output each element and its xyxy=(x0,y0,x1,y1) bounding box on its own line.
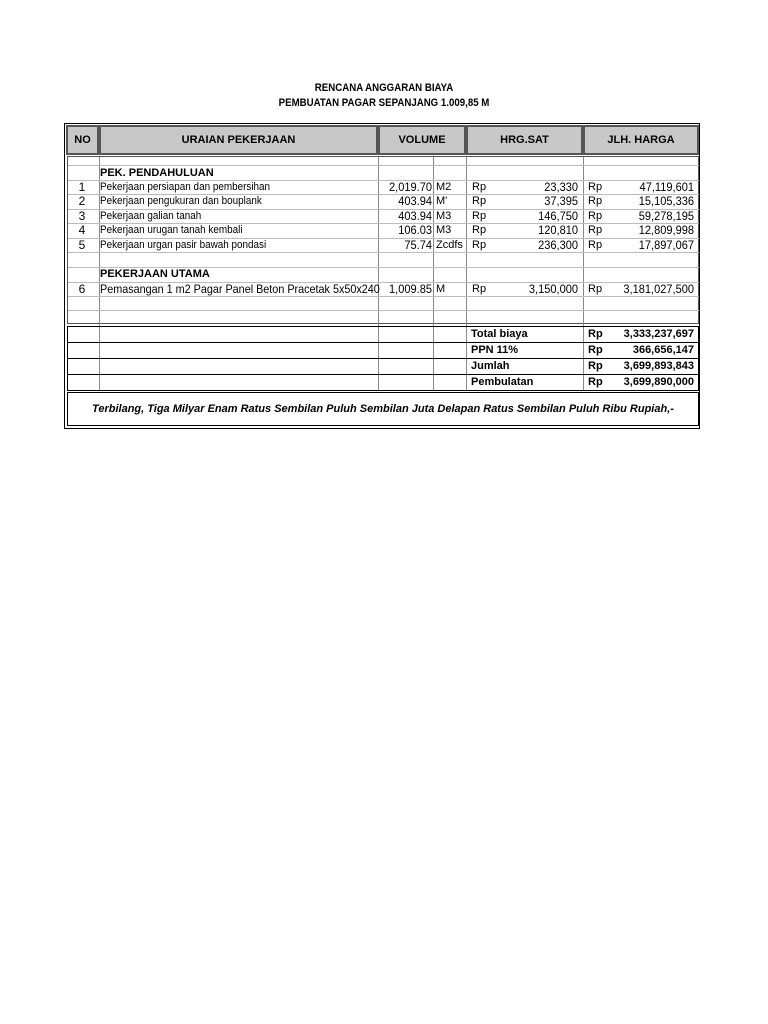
item-unit: M xyxy=(436,283,446,295)
item-desc: Pekerjaan persiapan dan pembersihan xyxy=(100,181,271,193)
summary-row xyxy=(65,359,701,373)
item-unit: M3 xyxy=(436,224,452,236)
summary-currency: Rp xyxy=(588,328,603,340)
item-volume: 403.94 xyxy=(398,194,432,208)
item-desc: Pekerjaan pengukuran dan bouplank xyxy=(100,195,262,207)
item-hrg-sat: 236,300 xyxy=(538,238,578,252)
section-row xyxy=(65,267,701,281)
summary-row xyxy=(65,375,701,389)
item-jlh-harga: 3,181,027,500 xyxy=(623,282,694,296)
gridline xyxy=(68,296,699,297)
header-jlh-harga: JLH. HARGA xyxy=(583,125,699,155)
summary-value: 366,656,147 xyxy=(632,344,694,356)
item-desc: Pekerjaan urgan pasir bawah pondasi xyxy=(100,239,267,251)
item-no: 4 xyxy=(78,223,86,237)
item-unit: M3 xyxy=(436,210,452,222)
summary-currency: Rp xyxy=(588,376,603,388)
summary-label: Pembulatan xyxy=(471,376,534,388)
item-unit: Zcdfs xyxy=(436,239,463,251)
table-row xyxy=(65,194,701,208)
summary-value: 3,699,893,843 xyxy=(623,360,694,372)
summary-border xyxy=(67,390,699,391)
summary-label: Total biaya xyxy=(471,328,528,340)
gridline xyxy=(68,310,699,311)
document-subtitle: PEMBUATAN PAGAR SEPANJANG 1.009,85 M xyxy=(278,97,490,109)
section-row xyxy=(65,166,701,180)
item-no: 2 xyxy=(78,194,86,208)
item-currency: Rp xyxy=(588,224,603,236)
item-unit: M' xyxy=(436,195,448,207)
item-jlh-harga: 47,119,601 xyxy=(639,180,694,194)
table-row xyxy=(65,238,701,252)
item-currency: Rp xyxy=(588,210,603,222)
summary-currency: Rp xyxy=(588,360,603,372)
item-volume: 75.74 xyxy=(404,238,432,252)
summary-row xyxy=(65,327,701,341)
item-currency: Rp xyxy=(472,239,487,251)
item-jlh-harga: 15,105,336 xyxy=(638,194,694,208)
summary-row xyxy=(65,343,701,357)
item-desc: Pekerjaan galian tanah xyxy=(100,210,202,222)
document-title: RENCANA ANGGARAN BIAYA xyxy=(314,82,454,94)
item-hrg-sat: 3,150,000 xyxy=(528,282,578,296)
section-title: PEKERJAAN UTAMA xyxy=(100,268,210,280)
item-currency: Rp xyxy=(472,181,487,193)
item-currency: Rp xyxy=(588,181,603,193)
item-no: 5 xyxy=(78,238,86,252)
item-no: 1 xyxy=(78,180,86,194)
item-desc: Pekerjaan urugan tanah kembali xyxy=(100,224,243,236)
item-currency: Rp xyxy=(588,283,603,295)
item-currency: Rp xyxy=(588,195,603,207)
item-no: 6 xyxy=(78,282,86,296)
item-unit: M2 xyxy=(436,181,452,193)
table-row xyxy=(65,209,701,223)
header-hrg-sat: HRG.SAT xyxy=(466,125,583,155)
table-row xyxy=(65,223,701,237)
item-jlh-harga: 12,809,998 xyxy=(638,223,694,237)
summary-value: 3,333,237,697 xyxy=(623,328,694,340)
header-volume: VOLUME xyxy=(378,125,466,155)
rab-table xyxy=(64,123,700,429)
table-row xyxy=(65,282,701,296)
item-volume: 2,019.70 xyxy=(389,180,432,194)
section-title: PEK. PENDAHULUAN xyxy=(100,167,214,179)
item-currency: Rp xyxy=(472,195,487,207)
item-hrg-sat: 146,750 xyxy=(538,209,578,223)
item-no: 3 xyxy=(78,209,86,223)
item-hrg-sat: 37,395 xyxy=(544,194,578,208)
item-jlh-harga: 17,897,067 xyxy=(638,238,694,252)
gridline xyxy=(68,252,699,253)
item-hrg-sat: 23,330 xyxy=(544,180,578,194)
summary-label: Jumlah xyxy=(471,360,510,372)
header-no: NO xyxy=(66,125,99,155)
item-currency: Rp xyxy=(472,224,487,236)
summary-value: 3,699,890,000 xyxy=(623,376,694,388)
item-currency: Rp xyxy=(472,210,487,222)
terbilang-text: Terbilang, Tiga Milyar Enam Ratus Sembilan Puluh Sembilan Juta Delapan Ratus Sembilan Puluh Ribu Rupiah,- xyxy=(92,403,674,415)
header-uraian: URAIAN PEKERJAAN xyxy=(99,125,378,155)
item-jlh-harga: 59,278,195 xyxy=(638,209,694,223)
item-volume: 106.03 xyxy=(398,223,432,237)
summary-label: PPN 11% xyxy=(471,344,519,356)
item-volume: 1,009.85 xyxy=(389,282,432,296)
item-desc: Pemasangan 1 m2 Pagar Panel Beton Pracetak 5x50x240 xyxy=(100,282,380,296)
item-hrg-sat: 120,810 xyxy=(538,223,578,237)
item-currency: Rp xyxy=(588,239,603,251)
item-volume: 403.94 xyxy=(398,209,432,223)
table-row xyxy=(65,180,701,194)
summary-currency: Rp xyxy=(588,344,603,356)
item-currency: Rp xyxy=(472,283,487,295)
